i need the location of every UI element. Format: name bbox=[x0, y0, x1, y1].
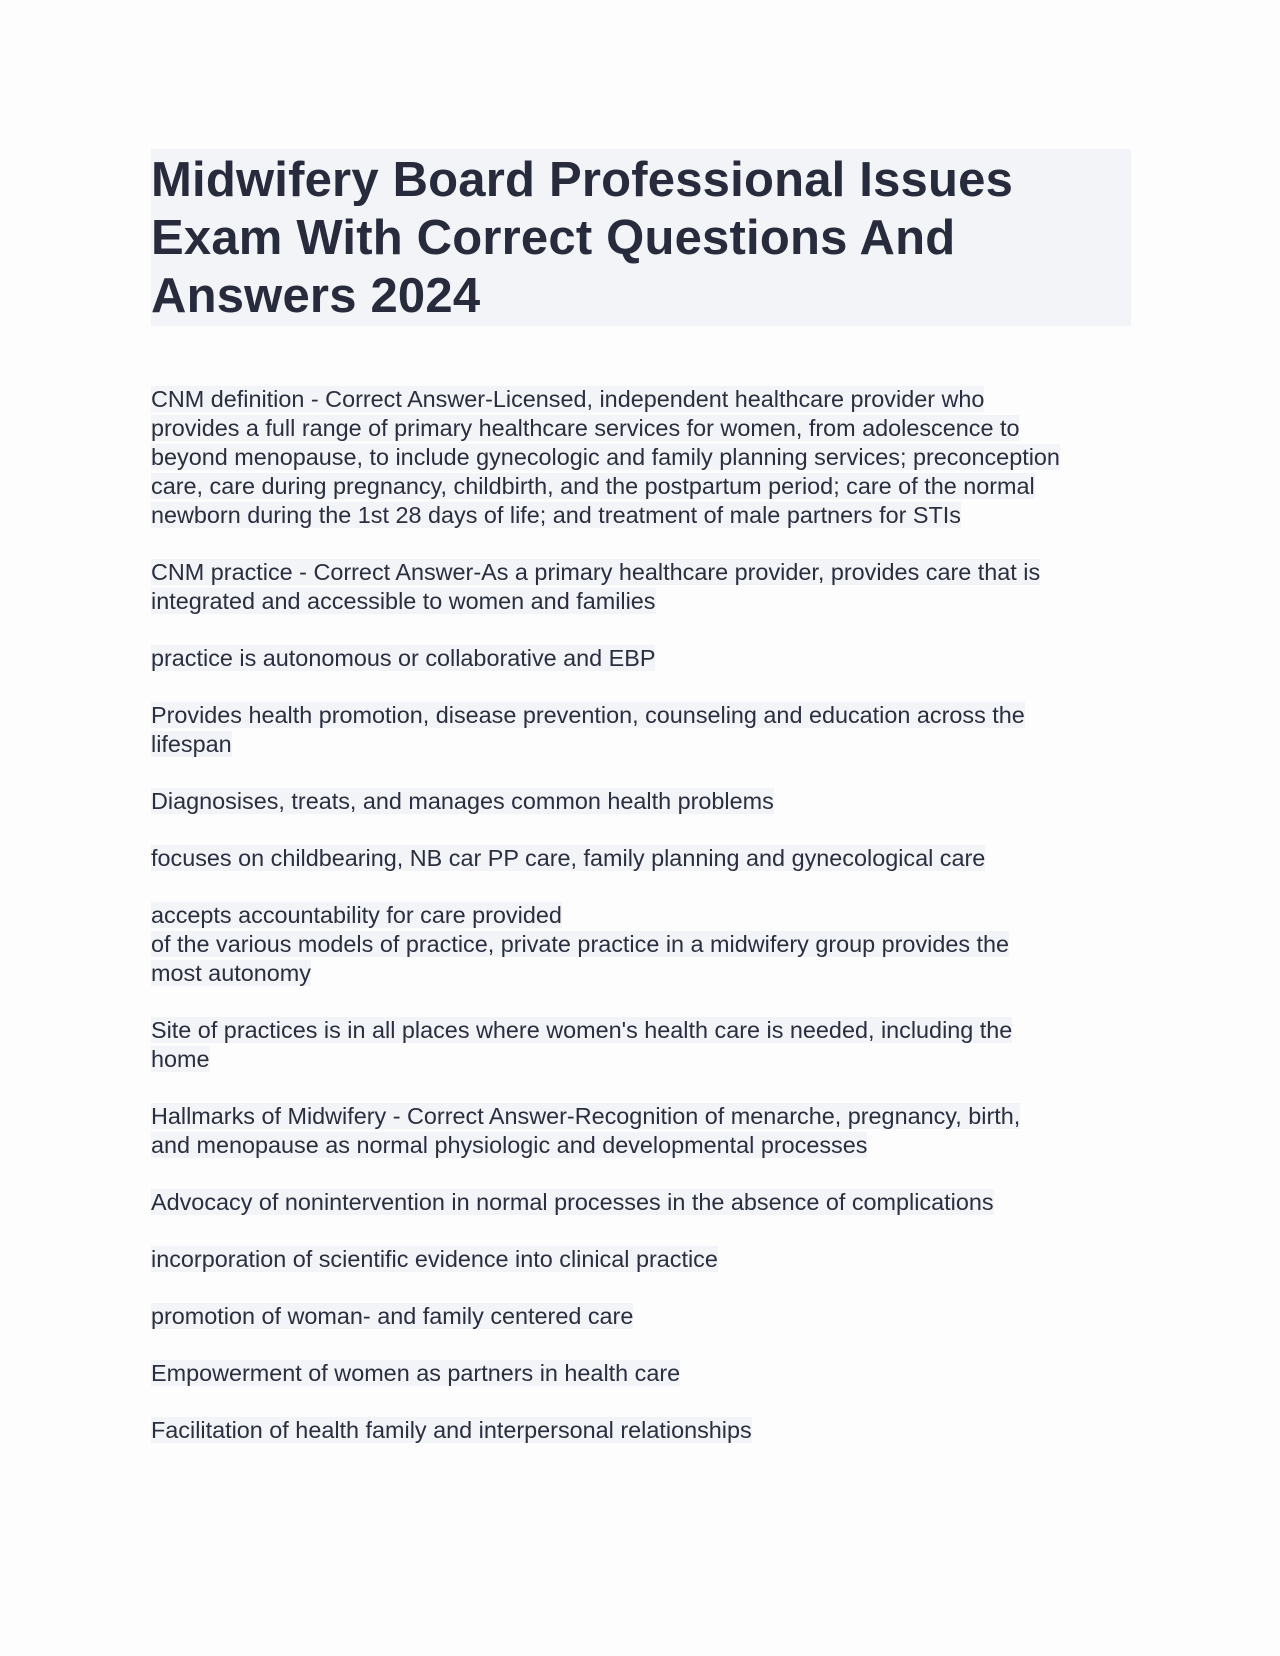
text-line: most autonomy bbox=[151, 960, 311, 986]
paragraph bbox=[151, 1016, 1131, 1074]
text-line: CNM practice - Correct Answer-As a primary healthcare provider, provides care that is bbox=[151, 559, 1041, 585]
paragraph-cnm-definition bbox=[151, 385, 1131, 530]
text-line: integrated and accessible to women and families bbox=[151, 588, 656, 614]
title-line: Midwifery Board Professional Issues bbox=[151, 153, 1014, 207]
text-line: newborn during the 1st 28 days of life; and treatment of male partners for STIs bbox=[151, 502, 962, 528]
document-title bbox=[151, 151, 1131, 325]
paragraph bbox=[151, 1302, 1131, 1331]
paragraph bbox=[151, 1188, 1131, 1217]
document-body bbox=[151, 385, 1131, 1445]
paragraph bbox=[151, 701, 1131, 759]
paragraph-hallmarks bbox=[151, 1102, 1131, 1160]
text-line: care, care during pregnancy, childbirth, and the postpartum period; care of the normal bbox=[151, 473, 1035, 499]
text-line: home bbox=[151, 1046, 210, 1072]
paragraph bbox=[151, 644, 1131, 673]
text-line: Facilitation of health family and interpersonal relationships bbox=[151, 1417, 752, 1443]
text-line: promotion of woman- and family centered care bbox=[151, 1303, 634, 1329]
title-block bbox=[151, 149, 1131, 326]
paragraph bbox=[151, 1416, 1131, 1445]
text-line: Diagnosises, treats, and manages common health problems bbox=[151, 788, 774, 814]
paragraph bbox=[151, 787, 1131, 816]
paragraph-cnm-practice bbox=[151, 558, 1131, 616]
text-line: Hallmarks of Midwifery - Correct Answer-Recognition of menarche, pregnancy, birth, bbox=[151, 1103, 1021, 1129]
paragraph bbox=[151, 844, 1131, 873]
text-line: accepts accountability for care provided bbox=[151, 902, 562, 928]
text-line: Site of practices is in all places where women's health care is needed, including the bbox=[151, 1017, 1013, 1043]
paragraph bbox=[151, 1245, 1131, 1274]
text-line: CNM definition - Correct Answer-Licensed, independent healthcare provider who bbox=[151, 386, 985, 412]
text-line: focuses on childbearing, NB car PP care, family planning and gynecological care bbox=[151, 845, 986, 871]
paragraph bbox=[151, 901, 1131, 988]
text-line: incorporation of scientific evidence into clinical practice bbox=[151, 1246, 718, 1272]
text-line: practice is autonomous or collaborative and EBP bbox=[151, 645, 656, 671]
text-line: of the various models of practice, private practice in a midwifery group provides the bbox=[151, 931, 1010, 957]
document-page bbox=[151, 149, 1131, 1473]
text-line: Advocacy of nonintervention in normal processes in the absence of complications bbox=[151, 1189, 994, 1215]
text-line: beyond menopause, to include gynecologic and family planning services; preconception bbox=[151, 444, 1060, 470]
text-line: and menopause as normal physiologic and developmental processes bbox=[151, 1132, 868, 1158]
text-line: Provides health promotion, disease prevention, counseling and education across the bbox=[151, 702, 1025, 728]
text-line: lifespan bbox=[151, 731, 232, 757]
paragraph bbox=[151, 1359, 1131, 1388]
text-line: Empowerment of women as partners in health care bbox=[151, 1360, 681, 1386]
title-line: Answers 2024 bbox=[151, 269, 481, 323]
title-line: Exam With Correct Questions And bbox=[151, 211, 956, 265]
text-line: provides a full range of primary healthcare services for women, from adolescence to bbox=[151, 415, 1020, 441]
